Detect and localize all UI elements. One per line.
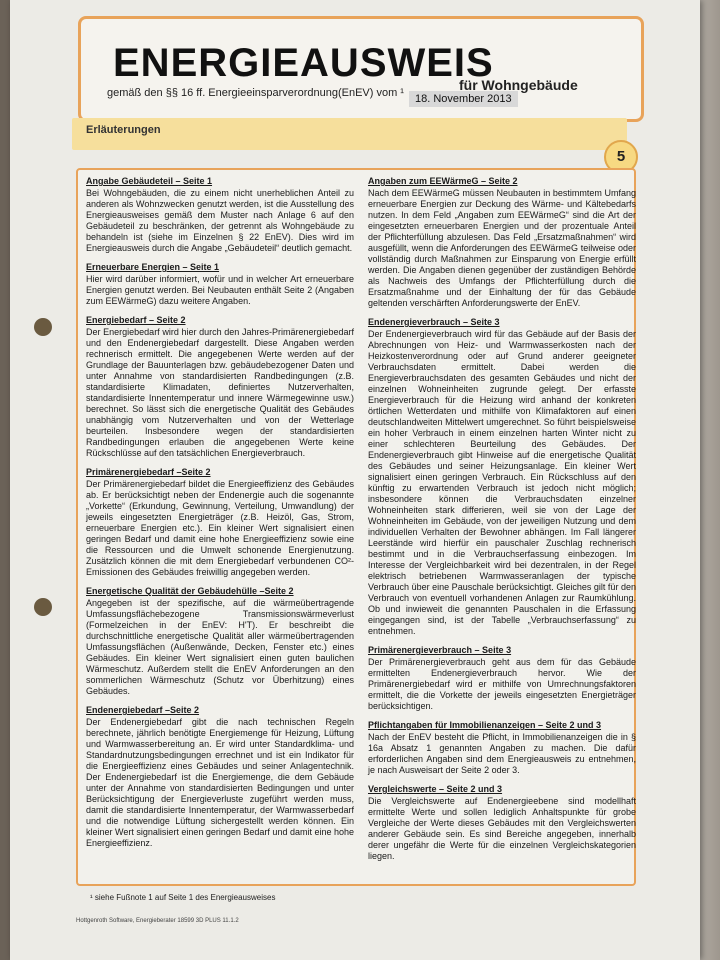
section-body: Die Vergleichswerte auf Endenergieebene sind modellhaft ermittelte Werte und sollen lediglich Anhaltspunkte für grobe Vergleiche der Werte dieses Gebäudes mit den Vergleichswerten anderer Gebäude sein. Es sind Bereiche angegeben, innerhalb derer ungefähr die Werte für die einzelnen Vergleichskategorien liegen. bbox=[368, 796, 636, 861]
section-body: Der Primärenergiebedarf bildet die Energieeffizienz des Gebäudes ab. Er berücksichtigt neben der Endenergie auch die sogenannte „Vorkette“ (Erkundung, Gewinnung, Verteilung, Umwandlung) der jeweils eingesetzten Energieträger (z.B. Heizöl, Gas, Strom, erneuerbare Energien etc.). Ein kleiner Wert signalisiert einen geringen Bedarf und damit eine hohe Energieeffizienz sowie eine die Ressourcen und die Umwelt schonende Energienutzung. Zusätzlich können die mit dem Energiebedarf verbundenen CO²-Emissionen des Gebäudes freiwillig angegeben werden. bbox=[86, 479, 354, 577]
section-title: Pflichtangaben für Immobilienanzeigen – Seite 2 und 3 bbox=[368, 720, 602, 730]
explanation-section bbox=[86, 467, 354, 578]
explanation-section bbox=[86, 586, 354, 697]
punch-hole bbox=[34, 318, 52, 336]
document-title: ENERGIEAUSWEIS bbox=[113, 41, 494, 85]
section-body: Der Endenergieverbrauch wird für das Gebäude auf der Basis der Abrechnungen von Heiz- und Warmwasserkosten nach der Heizkostenverordnung oder auf Grund anderer geeigneter Verbrauchsdaten ermittelt. Dabei werden die Energieverbrauchsdaten des gesamten Gebäudes und nicht der einzelnen Wohneinheiten zugrunde gelegt. Der erfasste Energieverbrauch für die Heizung wird anhand der konkreten örtlichen Wetterdaten und mithilfe von Klimafaktoren auf einen deutschlandweiten Mittelwert umgerechnet. So führt beispielsweise ein hoher Verbrauch in einem einzelnen harten Winter nicht zu einer schlechteren Beurteilung des Gebäudes. Der Endenergieverbrauch gibt Hinweise auf die energetische Qualität des Gebäudes und seiner Heizungsanlage. Ein kleiner Wert signalisiert einen geringen Verbrauch. Ein Rückschluss auf den künftig zu erwartenden Verbrauch ist jedoch nicht möglich; insbesondere können die Verbrauchsdaten einzelner Wohneinheiten stark differieren, weil sie von der Lage der Wohneinheiten im Gebäude, von der jeweiligen Nutzung und dem individuellen Verhalten der Bewohner abhängen. Im Fall längerer Leerstände wird hierfür ein pauschaler Zuschlag rechnerisch bestimmt und in die Verbrauchserfassung einbezogen. Im Interesse der Vergleichbarkeit wird bei dezentralen, in der Regel elektrisch betriebenen Warmwasseranlagen der typische Verbrauch über eine Pauschale berücksichtigt. Gleiches gilt für den Verbrauch von eventuell vorhandenen Anlagen zur Raumkühlung. Ob und inwieweit die genannten Pauschalen in die Erfassung eingegangen sind, ist der Tabelle „Verbrauchserfassung“ zu entnehmen. bbox=[368, 329, 636, 636]
page-number-badge: 5 bbox=[604, 140, 638, 174]
section-title: Primärenergieverbrauch – Seite 3 bbox=[368, 645, 512, 655]
section-title: Energetische Qualität der Gebäudehülle –Seite 2 bbox=[86, 586, 294, 596]
software-footer: Hottgenroth Software, Energieberater 18599 3D PLUS 11.1.2 bbox=[76, 918, 239, 924]
section-body: Der Energiebedarf wird hier durch den Jahres-Primärenergiebedarf und den Endenergiebedarf dargestellt. Diese Angaben werden rechnerisch ermittelt. Die angegebenen Werte werden auf der Grundlage der Bauunterlagen bzw. gebäudebezogener Daten und unter Annahme von standardisierten Randbedingungen (z.B. standardisierte Klimadaten, definiertes Nutzerverhalten, standardisierte Innentemperatur und innere Wärmegewinne usw.) berechnet. So lässt sich die energetische Qualität des Gebäudes unabhängig vom Nutzerverhalten und von der Wetterlage beurteilen. Insbesondere wegen der standardisierten Randbedingungen erlauben die angegebenen Werte keine Rückschlüsse auf den tatsächlichen Energieverbrauch. bbox=[86, 327, 354, 458]
section-title: Endenergiebedarf –Seite 2 bbox=[86, 705, 200, 715]
section-body: Bei Wohngebäuden, die zu einem nicht unerheblichen Anteil zu anderen als Wohnzwecken genutzt werden, ist die Ausstellung des Energieausweises gemäß dem Muster nach Anlage 6 auf den Gebäudeteil zu beschränken, der getrennt als Wohngebäude zu behandeln ist (siehe im Einzelnen § 22 EnEV). Dies wird im Energieausweis durch die Angabe „Gebäudeteil“ deutlich gemacht. bbox=[86, 188, 354, 253]
right-column bbox=[368, 176, 636, 870]
content-frame bbox=[76, 168, 636, 886]
section-title: Erneuerbare Energien – Seite 1 bbox=[86, 262, 220, 272]
section-body: Der Primärenergieverbrauch geht aus dem für das Gebäude ermittelten Endenergieverbrauch hervor. Wie der Primärenergiebedarf wird er mithilfe von Umrechnungsfaktoren ermittelt, die die Vorkette der jeweils eingesetzten Energieträger berücksichtigen. bbox=[368, 657, 636, 711]
left-column bbox=[86, 176, 354, 857]
explanation-section bbox=[368, 720, 636, 776]
footnote: ¹ siehe Fußnote 1 auf Seite 1 des Energieausweises bbox=[90, 893, 276, 902]
document-header bbox=[78, 16, 644, 122]
section-body: Nach dem EEWärmeG müssen Neubauten in bestimmtem Umfang erneuerbare Energien zur Deckung des Wärme- und Kältebedarfs nutzen. In dem Feld „Angaben zum EEWärmeG“ sind die Art der eingesetzten erneuerbaren Energien und der prozentuale Anteil der Pflichterfüllung abzulesen. Das Feld „Ersatzmaßnahmen“ wird ausgefüllt, wenn die Anforderungen des EEWärmeG teilweise oder vollständig durch Maßnahmen zur Einsparung von Energie erfüllt werden. Die Angaben dienen gegenüber der zuständigen Behörde als Nachweis des Umfangs der Pflichterfüllung durch die Ersatzmaßnahme und der Einhaltung der für das Gebäude geltenden verschärften Anforderungswerte der EnEV. bbox=[368, 188, 636, 308]
building-type-label: für Wohngebäude bbox=[459, 77, 578, 93]
section-title: Primärenergiebedarf –Seite 2 bbox=[86, 467, 211, 477]
section-body: Der Endenergiebedarf gibt die nach technischen Regeln berechnete, jährlich benötigte Energiemenge für Heizung, Lüftung und Warmwasserbereitung an. Er wird unter Standardklima- und Standardnutzungsbedingungen errechnet und ist ein Indikator für die Energieeffizienz eines Gebäudes und seiner Anlagentechnik. Der Endenergiebedarf ist die Energiemenge, die dem Gebäude unter der Annahme von standardisierten Bedingungen und unter Berücksichtigung der Energieverluste zugeführt werden muss, damit die standardisierte Innentemperatur, der Warmwasserbedarf und die notwendige Lüftung sichergestellt werden können. Ein kleiner Wert signalisiert einen geringen Bedarf und damit eine hohe Energieeffizienz. bbox=[86, 717, 354, 848]
section-band bbox=[72, 118, 627, 150]
section-title: Vergleichswerte – Seite 2 und 3 bbox=[368, 784, 503, 794]
punch-hole bbox=[34, 598, 52, 616]
section-title: Angaben zum EEWärmeG – Seite 2 bbox=[368, 176, 518, 186]
section-body: Hier wird darüber informiert, wofür und in welcher Art erneuerbare Energien genutzt werden. Bei Neubauten enthält Seite 2 (Angaben zum EEWärmeG) dazu weitere Angaben. bbox=[86, 274, 354, 306]
section-body: Nach der EnEV besteht die Pflicht, in Immobilienanzeigen die in § 16a Absatz 1 genannten Angaben zu machen. Die dafür erforderlichen Angaben sind dem Energieausweis zu entnehmen, je nach Ausweisart der Seite 2 oder 3. bbox=[368, 732, 636, 775]
section-body: Angegeben ist der spezifische, auf die wärmeübertragende Umfassungsflächebezogene Transmissionswärmeverlust (Formelzeichen in der EnEV: H'T). Er beschreibt die durchschnittliche energetische Qualität aller wärmeübertragenden Umfassungsflächen (Außenwände, Decken, Fenster etc.) eines Gebäudes. Ein kleiner Wert signalisiert einen guten baulichen Wärmeschutz. Außerdem stellt die EnEV Anforderungen an den sommerlichen Wärmeschutz (Schutz vor Überhitzung) eines Gebäudes. bbox=[86, 598, 354, 696]
explanation-section bbox=[368, 317, 636, 637]
section-title: Endenergieverbrauch – Seite 3 bbox=[368, 317, 500, 327]
explanation-section bbox=[368, 645, 636, 712]
section-title: Angabe Gebäudeteil – Seite 1 bbox=[86, 176, 213, 186]
explanation-section bbox=[86, 262, 354, 307]
explanation-section bbox=[368, 784, 636, 862]
explanation-section bbox=[86, 176, 354, 254]
explanation-section bbox=[86, 315, 354, 459]
regulation-subtitle: gemäß den §§ 16 ff. Energieeinsparverordnung(EnEV) vom ¹ bbox=[107, 87, 404, 99]
section-band-label: Erläuterungen bbox=[86, 124, 161, 136]
explanation-section bbox=[86, 705, 354, 849]
regulation-date: 18. November 2013 bbox=[409, 91, 518, 107]
explanation-section bbox=[368, 176, 636, 309]
section-title: Energiebedarf – Seite 2 bbox=[86, 315, 186, 325]
